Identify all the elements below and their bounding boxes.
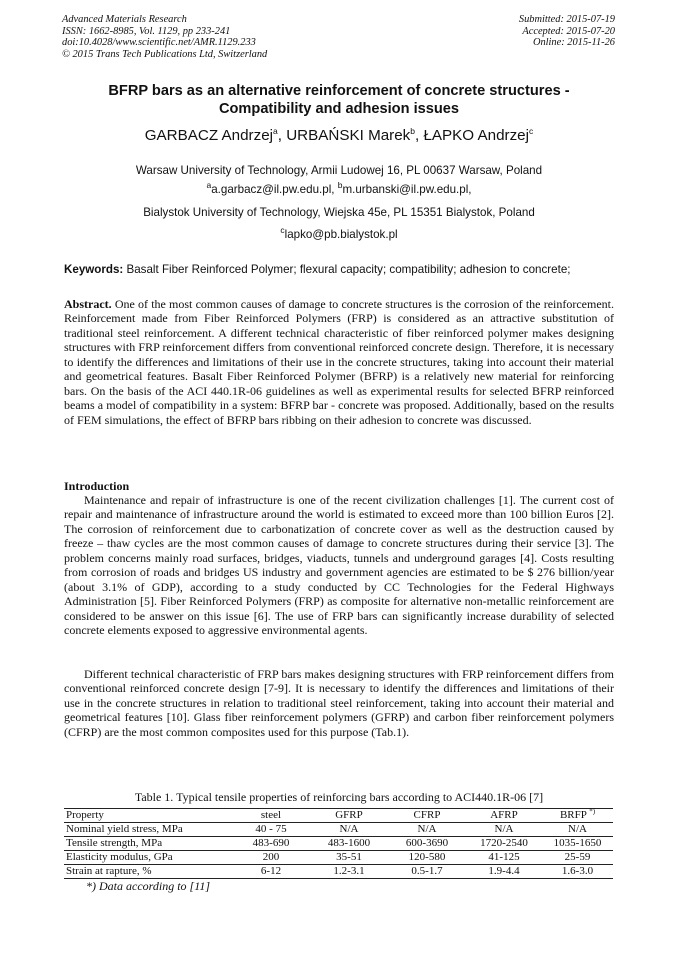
table-footnote: *) Data according to [11] <box>86 879 210 893</box>
journal-header <box>62 14 267 60</box>
table-cell: 0.5-1.7 <box>388 865 466 879</box>
author-mark: a <box>273 125 278 136</box>
abstract-label: Abstract. <box>64 297 112 311</box>
table-cell: 35-51 <box>310 851 388 865</box>
table-row <box>64 865 613 879</box>
email-c-line <box>60 225 618 242</box>
table-cell: Tensile strength, MPa <box>64 837 232 851</box>
column-header: BRFP <box>559 809 587 821</box>
email-mark: a <box>206 180 212 191</box>
dates-header <box>519 14 615 49</box>
column-header: steel <box>232 809 310 823</box>
table-cell: 600-3690 <box>388 837 466 851</box>
table-cell: 6-12 <box>232 865 310 879</box>
accepted-date: Accepted: 2015-07-20 <box>522 25 615 37</box>
author-mark: b <box>410 125 416 136</box>
column-header-mark: *) <box>589 807 596 816</box>
author-name: URBAŃSKI Marek <box>286 127 411 144</box>
table-cell: 40 - 75 <box>232 823 310 837</box>
table-row <box>64 851 613 865</box>
table-cell: 483-690 <box>232 837 310 851</box>
table-cell: 25-59 <box>542 851 613 865</box>
table-row <box>64 837 613 851</box>
table-cell: 1035-1650 <box>542 837 613 851</box>
email-c: lapko@pb.bialystok.pl <box>284 228 398 241</box>
email-mark: b <box>337 180 343 191</box>
properties-table <box>64 808 613 879</box>
affiliation-1: Warsaw University of Technology, Armii Ludowej 16, PL 00637 Warsaw, Poland <box>135 164 543 177</box>
table-row <box>64 823 613 837</box>
table-cell: Elasticity modulus, GPa <box>64 851 232 865</box>
abstract <box>64 297 614 427</box>
table-cell: N/A <box>388 823 466 837</box>
table-cell: 41-125 <box>466 851 542 865</box>
journal-issn: ISSN: 1662-8985, Vol. 1129, pp 233-241 <box>62 25 231 37</box>
paper-title <box>60 82 618 118</box>
table-cell: Strain at rapture, % <box>64 865 232 879</box>
keywords-label: Keywords: <box>64 263 124 276</box>
author-name: ŁAPKO Andrzej <box>423 127 529 144</box>
table-cell: 1720-2540 <box>466 837 542 851</box>
column-header: GFRP <box>310 809 388 823</box>
table-cell: 483-1600 <box>310 837 388 851</box>
table-cell: N/A <box>310 823 388 837</box>
column-header: Property <box>64 809 232 823</box>
keywords-text: Basalt Fiber Reinforced Polymer; flexural capacity; compatibility; adhesion to concrete; <box>123 263 571 276</box>
table-cell: Nominal yield stress, MPa <box>64 823 232 837</box>
author-separator: , <box>277 127 287 144</box>
table-cell: 1.9-4.4 <box>466 865 542 879</box>
author-separator: , <box>415 127 424 144</box>
email-a: a.garbacz@il.pw.edu.pl, <box>211 183 338 196</box>
table-cell: N/A <box>542 823 613 837</box>
submitted-date: Submitted: 2015-07-19 <box>518 14 615 25</box>
title-line-1: BFRP bars as an alternative reinforcement of concrete structures - <box>108 83 570 99</box>
keywords <box>64 263 624 277</box>
online-date: Online: 2015-11-26 <box>532 37 615 49</box>
column-header: AFRP <box>466 809 542 823</box>
affiliation-2: Bialystok University of Technology, Wiejska 45e, PL 15351 Bialystok, Poland <box>143 206 535 219</box>
column-header: CFRP <box>388 809 466 823</box>
intro-paragraph-1: Maintenance and repair of infrastructure is one of the recent civilization challenges [1]. The current cost of repair and maintenance of infrastructure around the world is estimated to exceed more than 100 billion Euros [2]. The corrosion of reinforcement due to carbonatization of concrete cover as well as the destruction caused by freeze – thaw cycles are the most common causes of damage to concrete structures during their service [3]. The problem concerns mainly road surfaces, bridges, viaducts, tunnels and underground garages [4]. Costs resulting from corrosion of roads and bridges US industry and government agencies are estimated to be $ 276 billion/year (about 3.1% of GDP), according to a study conducted by CC Technologies for the Federal Highways Administration [5]. Fiber Reinforced Polymers (FRP) as composite for alternative non-metallic reinforcement are considered to be answer on this issue [6]. The use of FRP bars can significantly increase durability of selected concrete elements exposed to aggressive environmental agents. <box>64 493 614 638</box>
journal-copyright: © 2015 Trans Tech Publications Ltd, Switzerland <box>62 48 268 60</box>
table-cell: 1.6-3.0 <box>542 865 613 879</box>
table-cell: 120-580 <box>388 851 466 865</box>
table-caption: Table 1. Typical tensile properties of reinforcing bars according to ACI440.1R-06 [7] <box>134 790 544 804</box>
email-b: m.urbanski@il.pw.edu.pl, <box>342 183 472 196</box>
title-line-2: Compatibility and adhesion issues <box>218 101 460 117</box>
column-header-brfp <box>542 809 613 823</box>
journal-name: Advanced Materials Research <box>62 14 187 25</box>
email-mark: c <box>280 225 285 236</box>
abstract-text: One of the most common causes of damage to concrete structures is the corrosion of the reinforcement. Reinforcement made from Fiber Reinforced Polymers (FRP) is considered as an attractive substitution of traditional steel reinforcement. A different technical characteristic of fiber reinforced polymer makes designing structures with FRP reinforcement differs from conventional reinforced concrete design. Therefore, it is necessary to identify the differences and limitations of their use in the concrete structures, taking into account their material and geometrical features. Basalt Fiber Reinforced Polymer (BFRP) is a relatively new material for reinforcing bars. On the basis of the ACI 440.1R-06 guidelines as well as experimental results for selected BFRP reinforced beams a model of compatibility in a system: BFRP bar - concrete was proposed. Additionally, based on the results of FEM simulations, the effect of BFRP bars ribbing on their adhesion to concrete was discussed. <box>64 297 614 427</box>
journal-doi: doi:10.4028/www.scientific.net/AMR.1129.233 <box>62 37 256 49</box>
section-heading-introduction: Introduction <box>64 479 130 493</box>
author-list <box>60 127 618 145</box>
table-cell: 1.2-3.1 <box>310 865 388 879</box>
emails-ab <box>60 180 618 197</box>
table-cell: 200 <box>232 851 310 865</box>
author-name: GARBACZ Andrzej <box>144 127 274 144</box>
table-header-row <box>64 809 613 823</box>
table-cell: N/A <box>466 823 542 837</box>
intro-paragraph-2: Different technical characteristic of FRP bars makes designing structures with FRP reinforcement differs from conventional reinforced concrete design [7-9]. It is necessary to identify the differences and limitations of their use in the concrete structures in relation to traditional steel reinforcement, taking into account their material and geometrical features [10]. Glass fiber reinforcement polymers (GFRP) and carbon fiber reinforcement polymers (CFRP) are the most common composites used for this purpose (Tab.1). <box>64 667 614 739</box>
author-mark: c <box>529 125 534 136</box>
